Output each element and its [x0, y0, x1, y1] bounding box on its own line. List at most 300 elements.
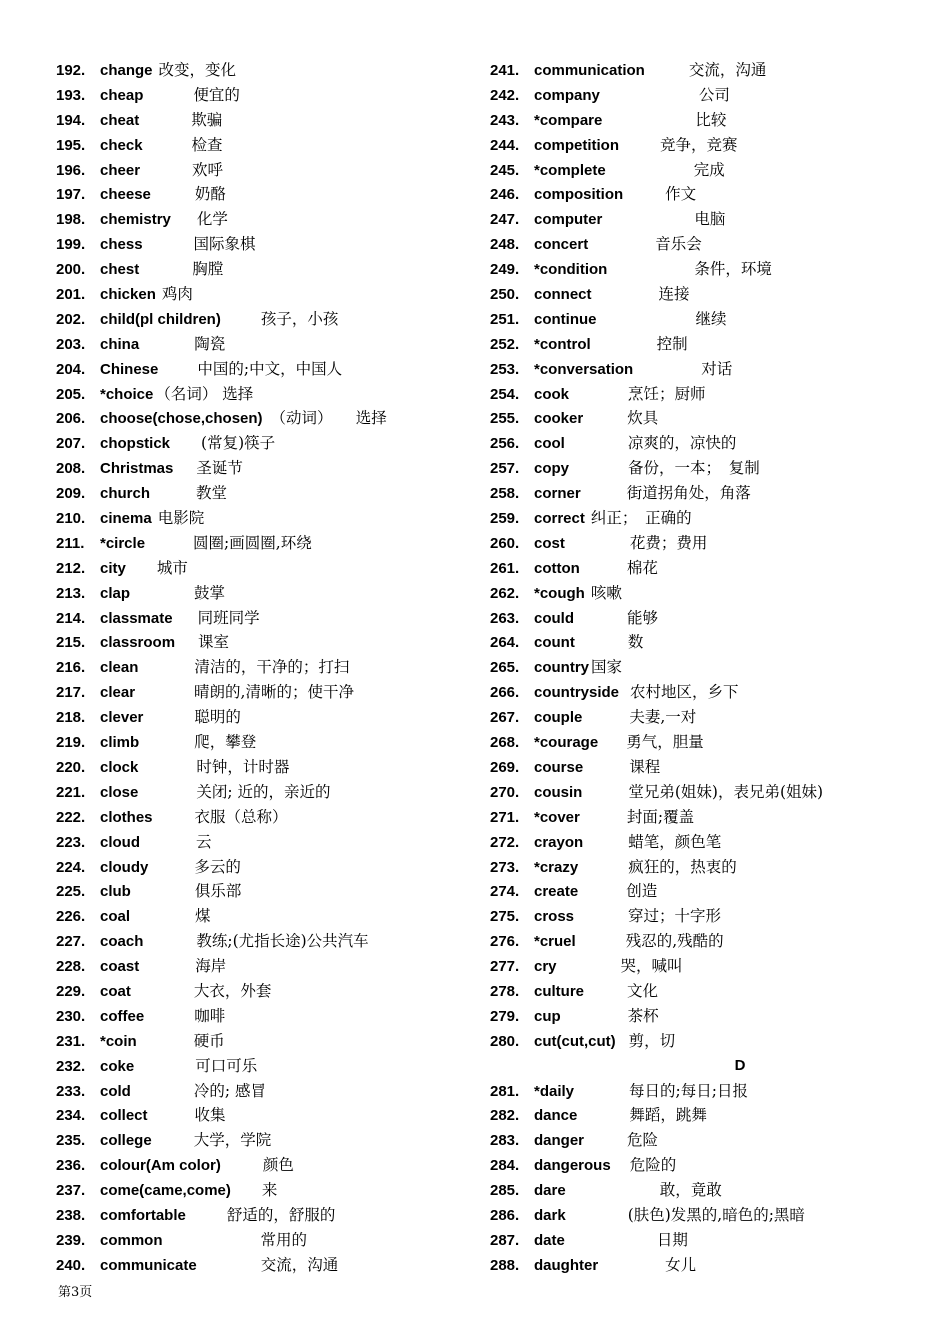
entry-number: 201.	[56, 286, 86, 304]
entry-number: 222.	[56, 808, 86, 826]
entry-number: 209.	[56, 485, 86, 503]
entry-number: 282.	[490, 1107, 520, 1125]
entry-number: 275.	[490, 908, 520, 926]
entry-number: 202.	[56, 310, 86, 328]
vocab-entry	[56, 332, 476, 357]
entry-meaning: 文化	[627, 981, 659, 1000]
entry-word: classmate	[100, 609, 173, 627]
entry-meaning: 课室	[198, 633, 230, 652]
entry-number: 281.	[490, 1082, 520, 1100]
entry-number: 195.	[56, 136, 86, 154]
vocab-entry	[56, 357, 476, 382]
entry-number: 198.	[56, 211, 86, 229]
entry-meaning: (常复)筷子	[201, 434, 276, 453]
entry-meaning: 云	[196, 832, 212, 851]
entry-meaning: 烹饪；厨师	[628, 384, 706, 403]
entry-word: copy	[534, 460, 570, 478]
entry-meaning: 电脑	[694, 210, 726, 229]
entry-number: 268.	[490, 734, 520, 752]
entry-word: coat	[100, 982, 131, 1000]
entry-meaning: 创造	[626, 882, 658, 901]
entry-word: cool	[534, 435, 565, 453]
entry-word: clean	[100, 659, 139, 677]
vocab-entry	[56, 382, 476, 407]
entry-word: clap	[100, 584, 131, 602]
entry-number: 267.	[490, 709, 520, 727]
vocab-entry	[490, 1153, 930, 1178]
entry-meaning: 常用的	[260, 1230, 308, 1249]
vocab-entry	[490, 1079, 930, 1104]
entry-meaning: 舒适的，舒服的	[226, 1205, 336, 1224]
vocab-entry	[490, 730, 930, 755]
vocab-entry	[490, 456, 930, 481]
entry-meaning: 奶酪	[194, 185, 226, 204]
entry-word: create	[534, 883, 579, 901]
entry-word: cooker	[534, 410, 584, 428]
entry-number: 224.	[56, 858, 86, 876]
entry-word: chemistry	[100, 211, 171, 229]
vocab-entry	[490, 630, 930, 655]
entry-word: *crazy	[534, 858, 579, 876]
vocab-entry	[56, 406, 476, 431]
entry-word: clear	[100, 684, 136, 702]
vocab-entry	[490, 382, 930, 407]
entry-meaning: 国际象棋	[193, 235, 256, 254]
entry-number: 237.	[56, 1182, 86, 1200]
entry-meaning: 晴朗的,清晰的；使干净	[194, 683, 354, 702]
entry-meaning: 敢，竟敢	[659, 1181, 722, 1200]
entry-word: *conversation	[534, 360, 634, 378]
entry-meaning: 残忍的,残酷的	[625, 932, 724, 951]
entry-meaning: 危险	[627, 1131, 659, 1150]
entry-word: close	[100, 783, 139, 801]
vocab-entry	[56, 531, 476, 556]
entry-meaning: 衣服（总称）	[194, 807, 288, 826]
entry-meaning: 改变，变化	[158, 61, 237, 79]
entry-word: check	[100, 136, 143, 154]
entry-number: 212.	[56, 559, 86, 577]
entry-word: *control	[534, 335, 591, 353]
entry-meaning: 聪明的	[194, 708, 241, 727]
entry-meaning: 电影院	[157, 509, 205, 528]
vocab-entry	[490, 556, 930, 581]
vocab-entry	[56, 1253, 476, 1278]
entry-number: 242.	[490, 86, 520, 104]
entry-word: *coin	[100, 1032, 137, 1050]
vocab-entry	[56, 1203, 476, 1228]
entry-number: 248.	[490, 236, 520, 254]
vocab-entry	[56, 1029, 476, 1054]
entry-number: 229.	[56, 982, 86, 1000]
entry-meaning: 城市	[156, 558, 188, 577]
entry-meaning: 孩子，小孩	[260, 309, 339, 328]
entry-meaning: 冷的; 感冒	[193, 1081, 266, 1100]
vocab-entry	[56, 979, 476, 1004]
entry-meaning: （名词） 选择	[155, 384, 254, 403]
vocab-entry	[56, 904, 476, 929]
entry-number: 219.	[56, 734, 86, 752]
entry-word: common	[100, 1231, 163, 1249]
entry-number: 256.	[490, 435, 520, 453]
entry-word: Christmas	[100, 460, 174, 478]
entry-number: 239.	[56, 1231, 86, 1249]
entry-word: city	[100, 559, 126, 577]
entry-number: 194.	[56, 111, 86, 129]
entry-number: 249.	[490, 261, 520, 279]
entry-word: *complete	[534, 161, 606, 179]
entry-number: 216.	[56, 659, 86, 677]
vocab-entry	[490, 1253, 930, 1278]
vocab-entry	[56, 581, 476, 606]
entry-meaning: 硬币	[193, 1031, 225, 1050]
entry-word: *cover	[534, 808, 580, 826]
entry-meaning: 化学	[196, 210, 228, 229]
entry-word: *condition	[534, 261, 608, 279]
entry-meaning: 纠正； 正确的	[590, 509, 692, 528]
entry-word: coast	[100, 958, 140, 976]
entry-meaning: 来	[261, 1181, 278, 1200]
entry-word: cup	[534, 1007, 561, 1025]
entry-number: 235.	[56, 1132, 86, 1150]
entry-number: 207.	[56, 435, 86, 453]
entry-word: dare	[534, 1182, 566, 1200]
entry-number: 197.	[56, 186, 86, 204]
entry-number: 223.	[56, 833, 86, 851]
entry-word: could	[534, 609, 574, 627]
entry-word: *cruel	[534, 933, 576, 951]
entry-meaning: 时钟，计时器	[196, 757, 290, 776]
vocab-entry	[56, 1178, 476, 1203]
entry-number: 255.	[490, 410, 520, 428]
entry-number: 279.	[490, 1007, 520, 1025]
entry-word: competition	[534, 136, 619, 154]
entry-meaning: 女儿	[665, 1255, 697, 1274]
vocab-entry	[56, 1128, 476, 1153]
entry-word: count	[534, 634, 575, 652]
vocab-entry	[490, 506, 930, 531]
entry-word: cross	[534, 908, 575, 926]
entry-word: cost	[534, 534, 565, 552]
entry-meaning: 欢呼	[192, 160, 224, 179]
vocab-entry	[56, 730, 476, 755]
entry-word: cloudy	[100, 858, 149, 876]
entry-word: country	[534, 659, 590, 677]
entry-number: 241.	[490, 62, 520, 79]
vocab-entry	[490, 1103, 930, 1128]
entry-word: couple	[534, 709, 583, 727]
entry-word: communication	[534, 62, 645, 79]
vocab-entry	[490, 904, 930, 929]
entry-word: cousin	[534, 783, 583, 801]
entry-number: 199.	[56, 236, 86, 254]
entry-meaning: 茶杯	[627, 1006, 659, 1025]
vocab-entry	[56, 1004, 476, 1029]
entry-number: 274.	[490, 883, 520, 901]
entry-number: 273.	[490, 858, 520, 876]
entry-meaning: 鼓掌	[194, 583, 226, 602]
entry-number: 252.	[490, 335, 520, 353]
entry-word: clothes	[100, 808, 153, 826]
entry-word: china	[100, 335, 140, 353]
entry-meaning: 课程	[629, 757, 661, 776]
vocab-entry	[56, 855, 476, 880]
entry-meaning: 咖啡	[194, 1006, 226, 1025]
entry-word: cheer	[100, 161, 141, 179]
entry-number: 271.	[490, 808, 520, 826]
entry-meaning: 堂兄弟(姐妹)，表兄弟(姐妹)	[628, 782, 824, 801]
entry-meaning: 爬，攀登	[194, 733, 257, 752]
entry-number: 233.	[56, 1082, 86, 1100]
entry-word: *circle	[100, 534, 146, 552]
entry-word: chopstick	[100, 435, 171, 453]
vocab-entry	[490, 855, 930, 880]
entry-meaning: 咳嗽	[590, 583, 622, 602]
vocab-entry	[490, 182, 930, 207]
entry-meaning: 继续	[695, 309, 727, 328]
entry-word: clock	[100, 758, 139, 776]
entry-meaning: 收集	[194, 1106, 226, 1125]
vocab-entry	[56, 1153, 476, 1178]
vocab-entry	[56, 630, 476, 655]
entry-meaning: 颜色	[262, 1156, 294, 1175]
entry-word: daughter	[534, 1256, 599, 1274]
vocab-entry	[490, 780, 930, 805]
entry-meaning: 穿过；十字形	[628, 907, 722, 926]
entry-number: 218.	[56, 709, 86, 727]
entry-meaning: 音乐会	[655, 235, 702, 254]
vocab-entry	[56, 133, 476, 158]
entry-word: cloud	[100, 833, 140, 851]
entry-meaning: 中国的;中文，中国人	[197, 359, 343, 378]
entry-word: climb	[100, 734, 140, 752]
entry-number: 250.	[490, 286, 520, 304]
vocab-entry	[56, 805, 476, 830]
entry-word: church	[100, 485, 151, 503]
entry-meaning: （动词） 选择	[270, 409, 387, 428]
entry-meaning: 哭，喊叫	[620, 957, 683, 976]
entry-meaning: 夫妻,一对	[629, 708, 697, 727]
entry-number: 243.	[490, 111, 520, 129]
vocab-entry	[490, 606, 930, 631]
entry-word: cheat	[100, 111, 140, 129]
entry-number: 226.	[56, 908, 86, 926]
vocab-entry	[490, 307, 930, 332]
entry-word: date	[534, 1231, 565, 1249]
entry-meaning: 舞蹈，跳舞	[629, 1106, 707, 1125]
entry-number: 238.	[56, 1206, 86, 1224]
entry-meaning: 检查	[191, 135, 223, 154]
entry-meaning: 凉爽的，凉快的	[627, 434, 737, 453]
entry-word: chicken	[100, 286, 156, 304]
vocab-entry	[490, 1004, 930, 1029]
entry-number: 227.	[56, 933, 86, 951]
entry-meaning: 连接	[658, 285, 690, 304]
entry-word: countryside	[534, 684, 620, 702]
entry-number: 270.	[490, 783, 520, 801]
vocab-entry	[490, 357, 930, 382]
entry-number: 260.	[490, 534, 520, 552]
vocab-entry	[56, 705, 476, 730]
entry-meaning: 花费；费用	[629, 533, 708, 552]
vocab-entry	[56, 556, 476, 581]
vocab-entry	[490, 108, 930, 133]
vocab-entry	[490, 481, 930, 506]
vocab-entry	[490, 929, 930, 954]
entry-number: 246.	[490, 186, 520, 204]
vocab-entry	[56, 58, 476, 83]
entry-meaning: 海岸	[195, 957, 227, 976]
entry-meaning: 竞争，竞赛	[660, 135, 738, 154]
vocab-entry	[56, 606, 476, 631]
entry-number: 206.	[56, 410, 86, 428]
entry-word: cold	[100, 1082, 131, 1100]
vocab-entry	[56, 232, 476, 257]
vocab-entry	[56, 83, 476, 108]
vocab-entry	[490, 581, 930, 606]
vocab-entry	[490, 58, 930, 83]
vocab-entry	[56, 431, 476, 456]
entry-word: concert	[534, 236, 589, 254]
entry-number: 211.	[56, 534, 85, 552]
entry-number: 262.	[490, 584, 520, 602]
entry-number: 210.	[56, 510, 86, 528]
entry-word: coal	[100, 908, 131, 926]
vocab-entry	[56, 830, 476, 855]
entry-meaning: 炊具	[627, 409, 659, 428]
entry-word: computer	[534, 211, 603, 229]
entry-meaning: 大学，学院	[193, 1131, 272, 1150]
vocab-entry	[490, 332, 930, 357]
entry-word: chest	[100, 261, 140, 279]
vocab-entry	[490, 232, 930, 257]
entry-number: 259.	[490, 510, 520, 528]
vocab-entry	[490, 406, 930, 431]
entry-number: 225.	[56, 883, 86, 901]
entry-number: 288.	[490, 1256, 520, 1274]
vocab-entry	[56, 680, 476, 705]
entry-meaning: 圆圈;画圆圈,环绕	[193, 533, 312, 552]
entry-meaning: 对话	[701, 359, 733, 378]
entry-word: college	[100, 1132, 152, 1150]
vocab-entry	[490, 705, 930, 730]
vocab-entry	[490, 830, 930, 855]
entry-word: cry	[534, 958, 557, 976]
vocab-entry	[56, 1054, 476, 1079]
entry-word: coach	[100, 933, 144, 951]
vocab-entry	[56, 257, 476, 282]
entry-meaning: 农村地区，乡下	[630, 683, 739, 702]
vocab-entry	[56, 307, 476, 332]
entry-meaning: 教练;(尤指长途)公共汽车	[196, 932, 369, 951]
vocab-entry	[490, 282, 930, 307]
vocab-entry	[56, 929, 476, 954]
entry-meaning: 日期	[656, 1230, 688, 1249]
entry-word: come(came,come)	[100, 1182, 231, 1200]
vocab-entry	[490, 531, 930, 556]
entry-number: 261.	[490, 559, 520, 577]
vocab-entry	[56, 108, 476, 133]
entry-number: 263.	[490, 609, 520, 627]
entry-meaning: 公司	[698, 85, 730, 104]
entry-meaning: 可口可乐	[195, 1056, 258, 1075]
entry-number: 272.	[490, 833, 520, 851]
entry-meaning: 疯狂的，热衷的	[628, 857, 737, 876]
entry-word: choose(chose,chosen)	[100, 410, 263, 428]
entry-meaning: 同班同学	[197, 608, 260, 627]
entry-word: connect	[534, 286, 592, 304]
entry-number: 240.	[56, 1256, 86, 1274]
entry-number: 193.	[56, 86, 86, 104]
entry-number: 253.	[490, 360, 520, 378]
vocab-entry	[490, 1029, 930, 1054]
entry-word: dark	[534, 1206, 566, 1224]
right-column	[490, 58, 930, 1278]
vocab-entry	[56, 1079, 476, 1104]
entry-word: dangerous	[534, 1157, 611, 1175]
entry-number: 283.	[490, 1132, 520, 1150]
entry-word: cook	[534, 385, 570, 403]
vocab-entry	[490, 1203, 930, 1228]
entry-number: 203.	[56, 335, 86, 353]
entry-meaning: 多云的	[194, 857, 241, 876]
entry-number: 231.	[56, 1032, 86, 1050]
entry-number: 287.	[490, 1231, 520, 1249]
entry-number: 200.	[56, 261, 86, 279]
entry-word: *cough	[534, 584, 585, 602]
section-heading: D	[734, 1056, 746, 1074]
entry-meaning: 比较	[695, 110, 727, 129]
entry-number: 276.	[490, 933, 520, 951]
vocab-entry	[56, 506, 476, 531]
vocab-entry	[490, 755, 930, 780]
entry-meaning: 危险的	[629, 1156, 677, 1175]
entry-number: 215.	[56, 634, 86, 652]
entry-number: 228.	[56, 958, 86, 976]
entry-number: 220.	[56, 758, 86, 776]
entry-number: 205.	[56, 385, 86, 403]
entry-word: coffee	[100, 1007, 145, 1025]
entry-meaning: 圣诞节	[196, 459, 243, 478]
entry-word: coke	[100, 1057, 135, 1075]
entry-word: cut(cut,cut)	[534, 1032, 616, 1050]
entry-word: company	[534, 86, 600, 104]
entry-meaning: 控制	[656, 334, 688, 353]
left-column	[56, 58, 476, 1278]
vocab-entry	[490, 158, 930, 183]
entry-word: cotton	[534, 559, 580, 577]
vocab-entry	[56, 207, 476, 232]
entry-number: 208.	[56, 460, 86, 478]
entry-word: danger	[534, 1132, 585, 1150]
entry-word: cheap	[100, 86, 144, 104]
vocab-entry	[490, 1128, 930, 1153]
vocab-entry	[56, 755, 476, 780]
vocab-entry	[490, 979, 930, 1004]
entry-word: crayon	[534, 833, 584, 851]
entry-number: 230.	[56, 1007, 86, 1025]
entry-word: clever	[100, 709, 144, 727]
entry-word: change	[100, 62, 153, 79]
vocab-entry	[490, 133, 930, 158]
entry-number: 251.	[490, 310, 520, 328]
entry-number: 247.	[490, 211, 520, 229]
vocab-entry	[490, 879, 930, 904]
entry-number: 232.	[56, 1057, 86, 1075]
entry-word: dance	[534, 1107, 578, 1125]
entry-number: 269.	[490, 758, 520, 776]
entry-word: correct	[534, 510, 585, 528]
vocab-entry	[56, 879, 476, 904]
